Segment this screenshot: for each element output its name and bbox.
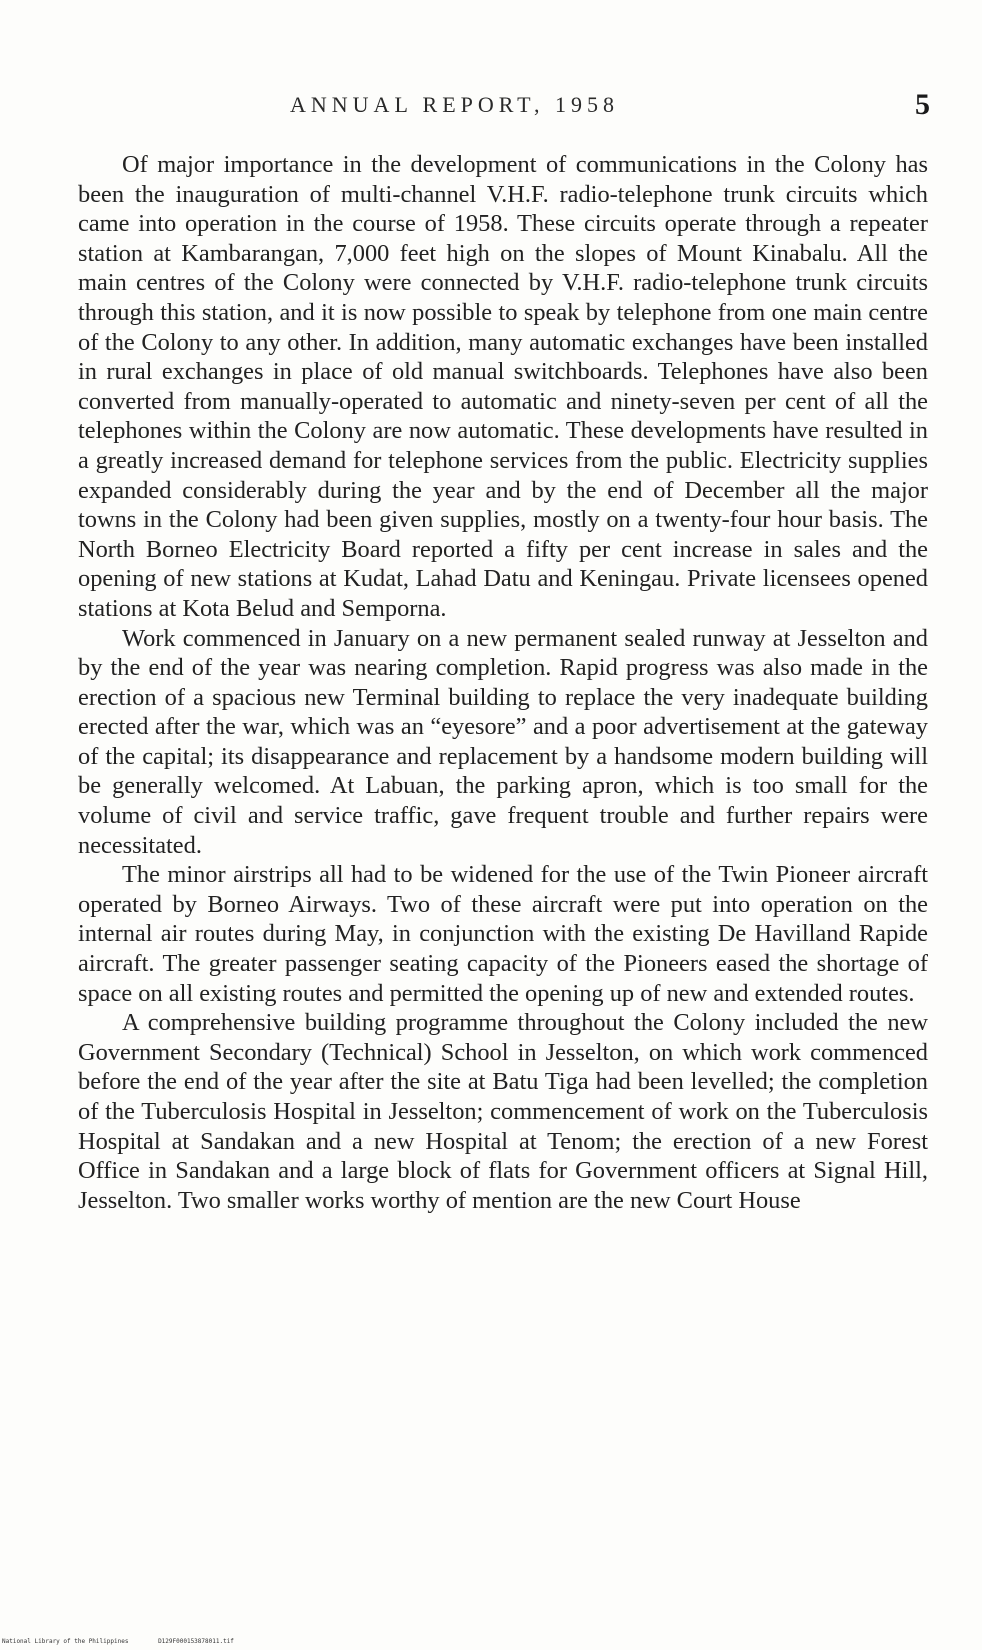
running-head: ANNUAL REPORT, 1958 xyxy=(290,92,619,117)
page-number: 5 xyxy=(915,88,930,121)
paragraph-communications: Of major importance in the development of communications in the Colony has been the inauguration of multi-channel V.H.F. radio-telephone trunk circuits which came into operation in the course of 1958. These circuits operate through a repeater station at Kambarangan, 7,000 feet high on the slopes of Mount Kinabalu. All the main centres of the Colony were connected by V.H.F. radio-telephone trunk circuits through this station, and it is now possible to speak by telephone from one main centre of the Colony to any other. In addition, many automatic exchanges have been installed in rural exchanges in place of old manual switchboards. Telephones have also been converted from manually-operated to automatic and ninety-seven per cent of all the telephones within the Colony are now automatic. These developments have resulted in a greatly increased demand for telephone services from the public. Electricity supplies expanded considerably during the year and by the end of December all the major towns in the Colony had been given supplies, mostly on a twenty-four hour basis. The North Borneo Electricity Board reported a fifty per cent increase in sales and the opening of new stations at Kudat, Lahad Datu and Keningau. Private licensees opened stations at Kota Belud and Semporna. xyxy=(78,151,928,622)
paragraph-building-programme: A comprehensive building programme throughout the Colony included the new Government Secondary (Technical) School in Jesselton, on which work commenced before the end of the year after the site at Batu Tiga had been levelled; the completion of the Tuberculosis Hospital in Jesselton; commencement of work on the Tuberculosis Hospital at Sandakan and a new Hospital at Tenom; the erection of a new Forest Office in Sandakan and a large block of flats for Government officers at Signal Hill, Jesselton. Two smaller works worthy of mention are the new Court House xyxy=(78,1009,928,1214)
page-header xyxy=(0,88,982,128)
body-text xyxy=(78,150,928,1215)
scan-footer xyxy=(2,1638,402,1648)
paragraph-runway: Work commenced in January on a new permanent sealed runway at Jesselton and by the end of the year was nearing completion. Rapid progress was also made in the erection of a spacious new Terminal building to replace the very inadequate building erected after the war, which was an “eyesore” and a poor advertisement at the gateway of the capital; its disappearance and replacement by a handsome modern building will be generally welcomed. At Labuan, the parking apron, which is too small for the volume of civil and service traffic, gave frequent trouble and further repairs were necessitated. xyxy=(78,624,928,859)
scan-file-id: D129F000153878011.tif xyxy=(158,1638,234,1645)
library-credit: National Library of the Philippines xyxy=(2,1638,129,1645)
paragraph-airstrips: The minor airstrips all had to be widened for the use of the Twin Pioneer aircraft operated by Borneo Airways. Two of these aircraft were put into operation on the internal air routes during May, in conjunction with the existing De Havilland Rapide aircraft. The greater passenger seating capacity of the Pioneers eased the shortage of space on all existing routes and permitted the opening up of new and extended routes. xyxy=(78,861,928,1007)
